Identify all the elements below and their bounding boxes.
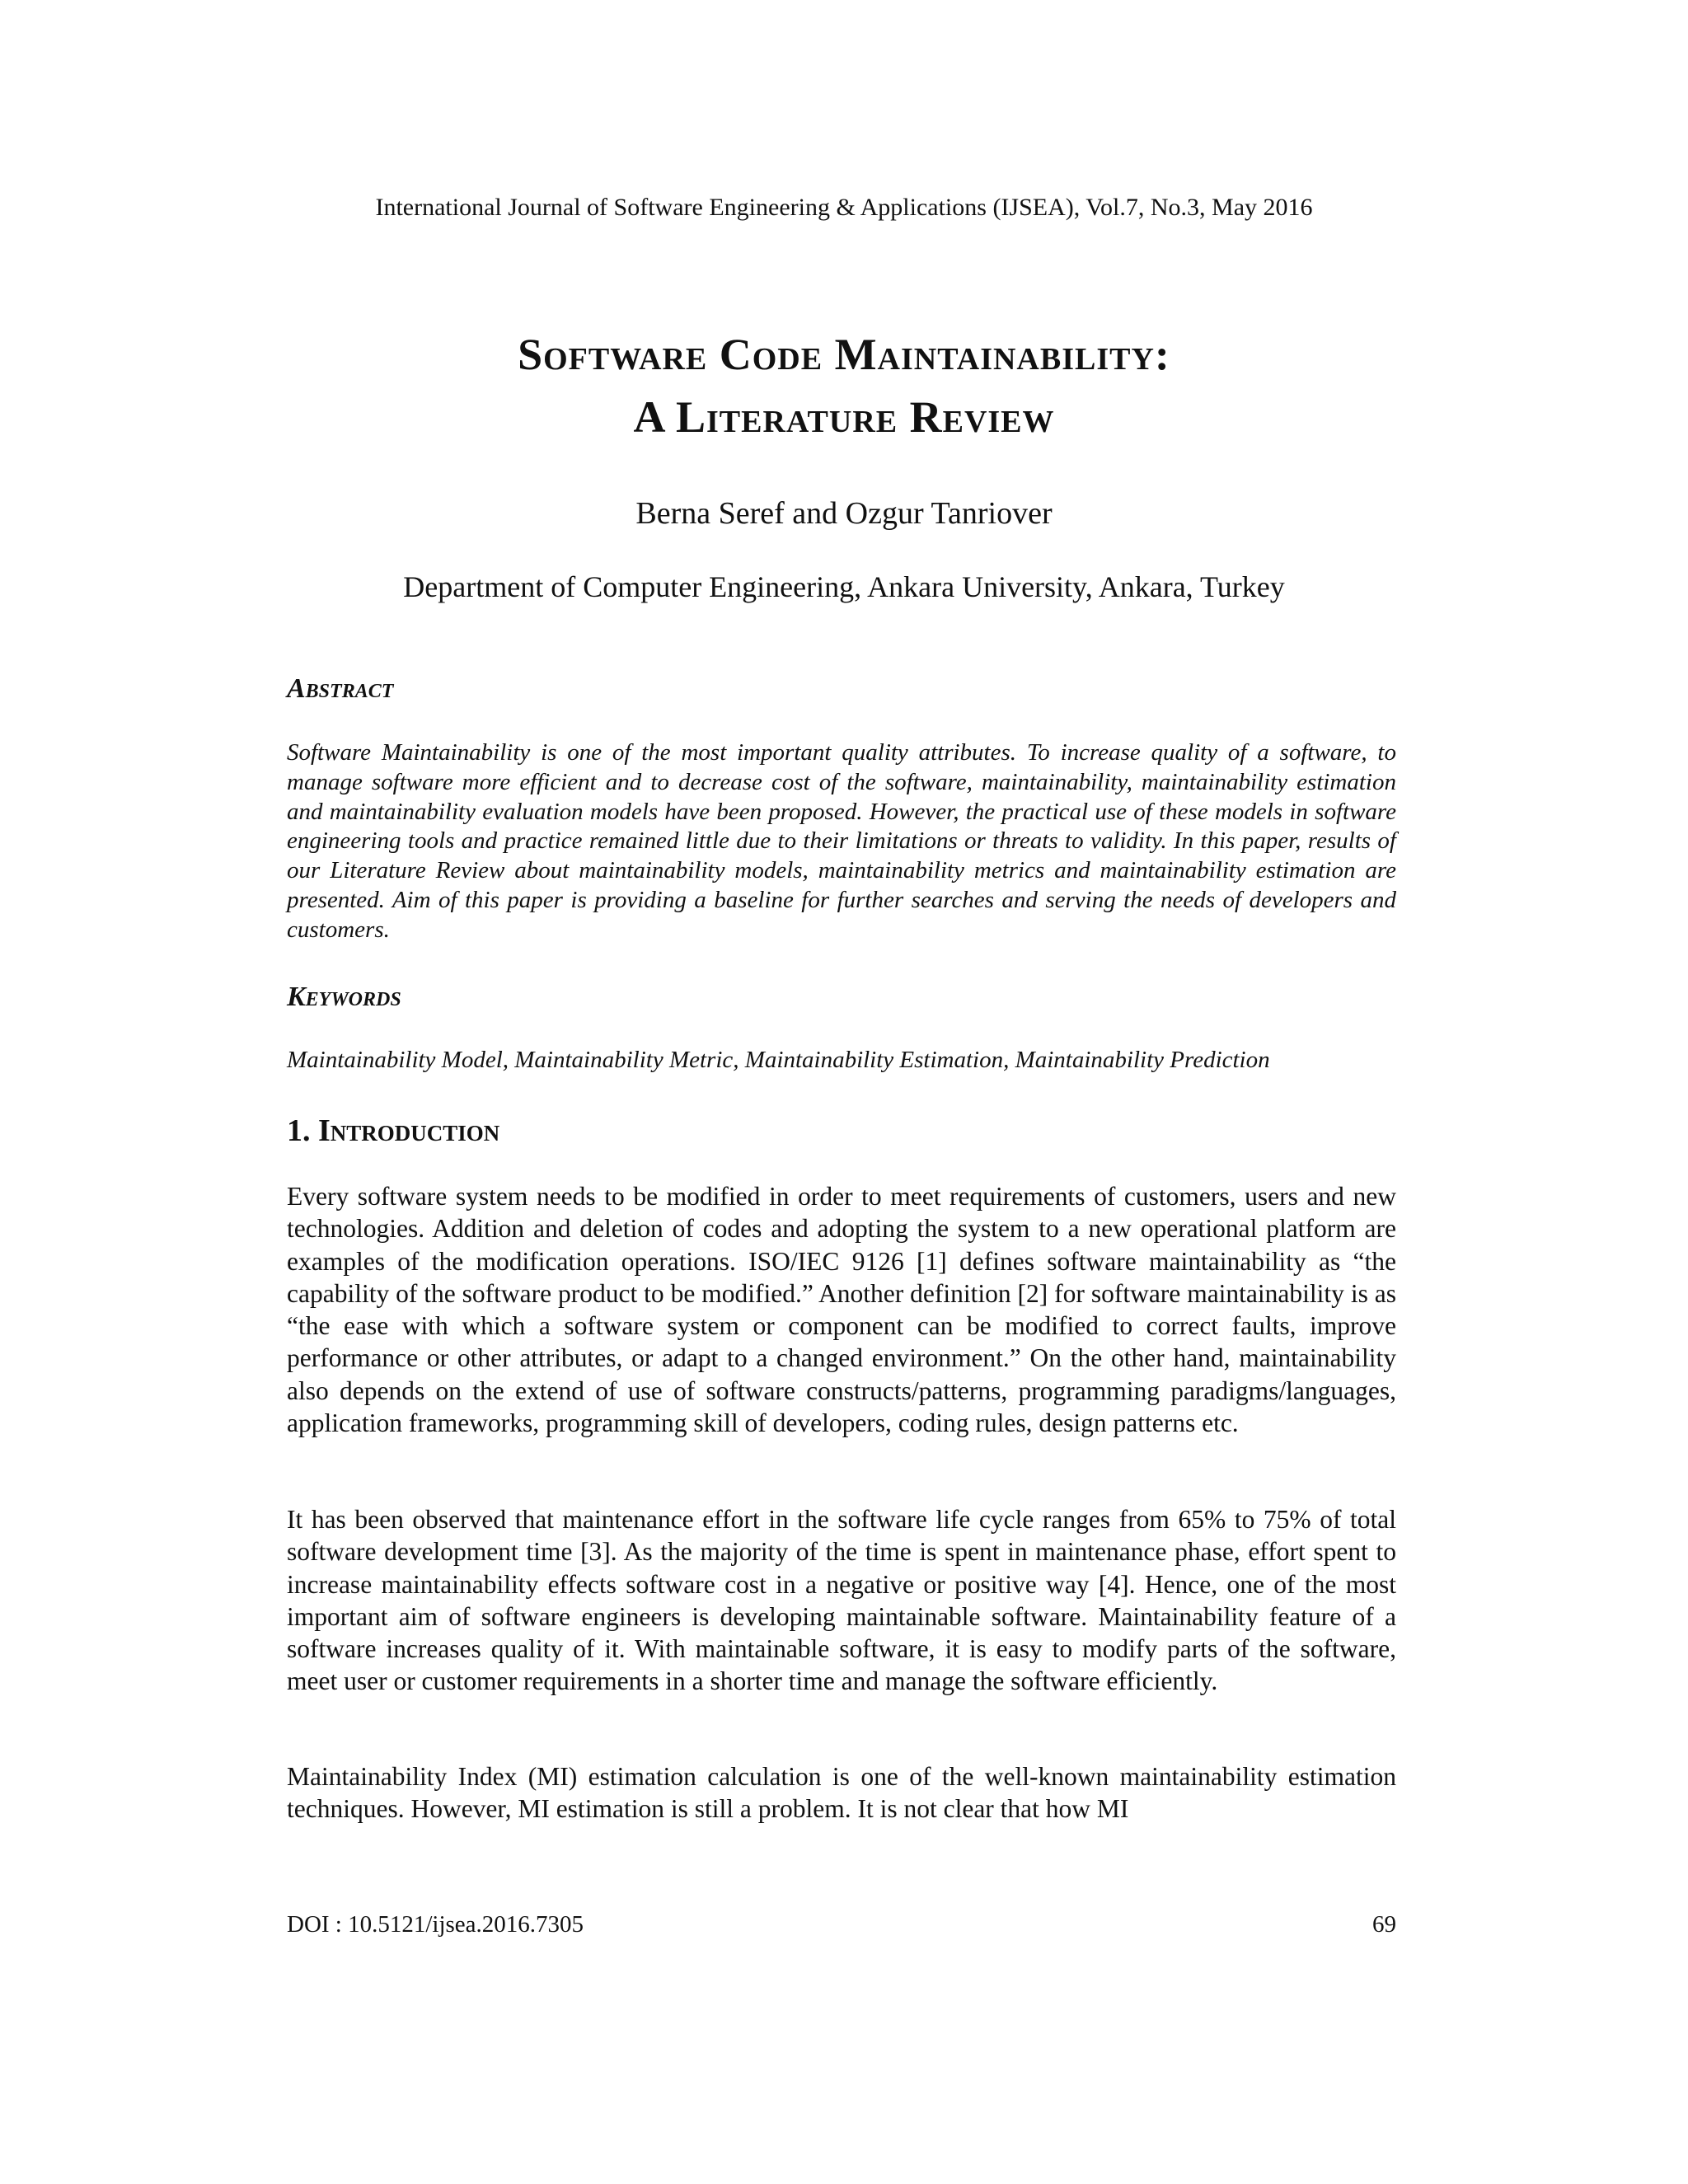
keywords-text: Maintainability Model, Maintainability Metric, Maintainability Estimation, Maintainability Prediction [287,1047,1270,1073]
doi-reference: DOI : 10.5121/ijsea.2016.7305 [287,1911,584,1938]
page-footer [287,1909,1396,1940]
authors: Berna Seref and Ozgur Tanriover [635,496,1053,531]
introduction-paragraph-2: It has been observed that maintenance effort in the software life cycle ranges from 65% to 75% of total software development time [3]. As the majority of the time is spent in maintenance phase, effort spent to increase maintainability effects software cost in a negative or positive way [4]. Hence, one of the most important aim of software engineers is developing maintainable software. Maintainability feature of a software increases quality of it. With maintainable software, it is easy to modify parts of the software, meet user or customer requirements in a shorter time and manage the software efficiently. [287,1505,1396,1696]
keywords-heading: Keywords [287,982,401,1012]
introduction-heading: 1. Introduction [287,1113,500,1148]
introduction-paragraph-3: Maintainability Index (MI) estimation calculation is one of the well-known maintainability estimation techniques. However, MI estimation is still a problem. It is not clear that how MI [287,1762,1396,1824]
running-header: International Journal of Software Engineering & Applications (IJSEA), Vol.7, No.3, May 2016 [375,194,1313,221]
page-number: 69 [1372,1911,1396,1938]
abstract-heading: Abstract [287,673,394,704]
abstract-text: Software Maintainability is one of the most important quality attributes. To increase quality of a software, to manage software more efficient and to decrease cost of the software, maintainability, maintainability estimation and maintainability evaluation models have been proposed. However, the practical use of these models in software engineering tools and practice remained little due to their limitations or threats to validity. In this paper, results of our Literature Review about maintainability models, maintainability metrics and maintainability estimation are presented. Aim of this paper is providing a baseline for further searches and serving the needs of developers and customers. [287,739,1396,943]
introduction-paragraph-1: Every software system needs to be modified in order to meet requirements of customers, users and new technologies. Addition and deletion of codes and adopting the system to a new operational platform are examples of the modification operations. ISO/IEC 9126 [1] defines software maintainability as “the capability of the software product to be modified.” Another definition [2] for software maintainability is as “the ease with which a software system or component can be modified to correct faults, improve performance or other attributes, or adapt to a changed environment.” On the other hand, maintainability also depends on the extend of use of software constructs/patterns, programming paradigms/languages, application frameworks, programming skill of developers, coding rules, design patterns etc. [287,1182,1396,1438]
affiliation: Department of Computer Engineering, Ankara University, Ankara, Turkey [403,570,1285,603]
paper-title [0,323,1688,448]
title-line-2: A Literature Review [633,392,1055,442]
title-line-1: Software Code Maintainability: [518,330,1170,379]
